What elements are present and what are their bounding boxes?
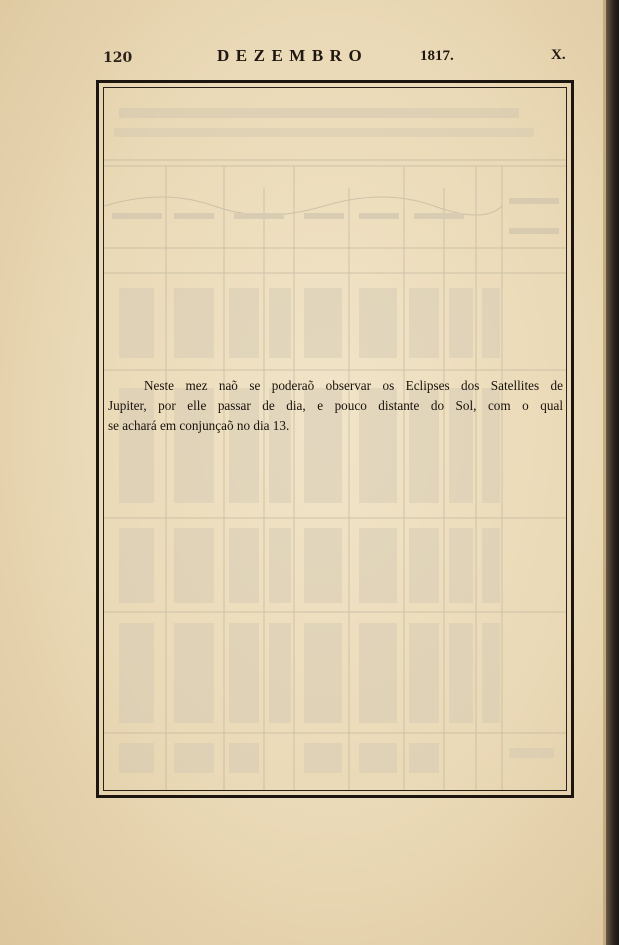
bleed-through-table: [104, 88, 567, 791]
note-line: se achará em conjunçaõ no dia 13.: [108, 418, 290, 433]
running-year: 1817.: [420, 48, 454, 64]
page-frame-inner: [103, 87, 567, 791]
eclipse-note: [108, 376, 563, 436]
running-header: [0, 44, 606, 74]
running-title: DEZEMBRO: [217, 46, 369, 65]
page-number: 120: [103, 50, 133, 66]
section-number: X.: [551, 47, 566, 63]
page-edge-shadow: [606, 0, 619, 945]
note-line: Jupiter, por elle passar de dia, e pouco distante do Sol, com o qual: [108, 398, 563, 413]
note-line: Neste mez naõ se poderaõ observar os Eclipses dos Satellites de: [144, 378, 563, 393]
